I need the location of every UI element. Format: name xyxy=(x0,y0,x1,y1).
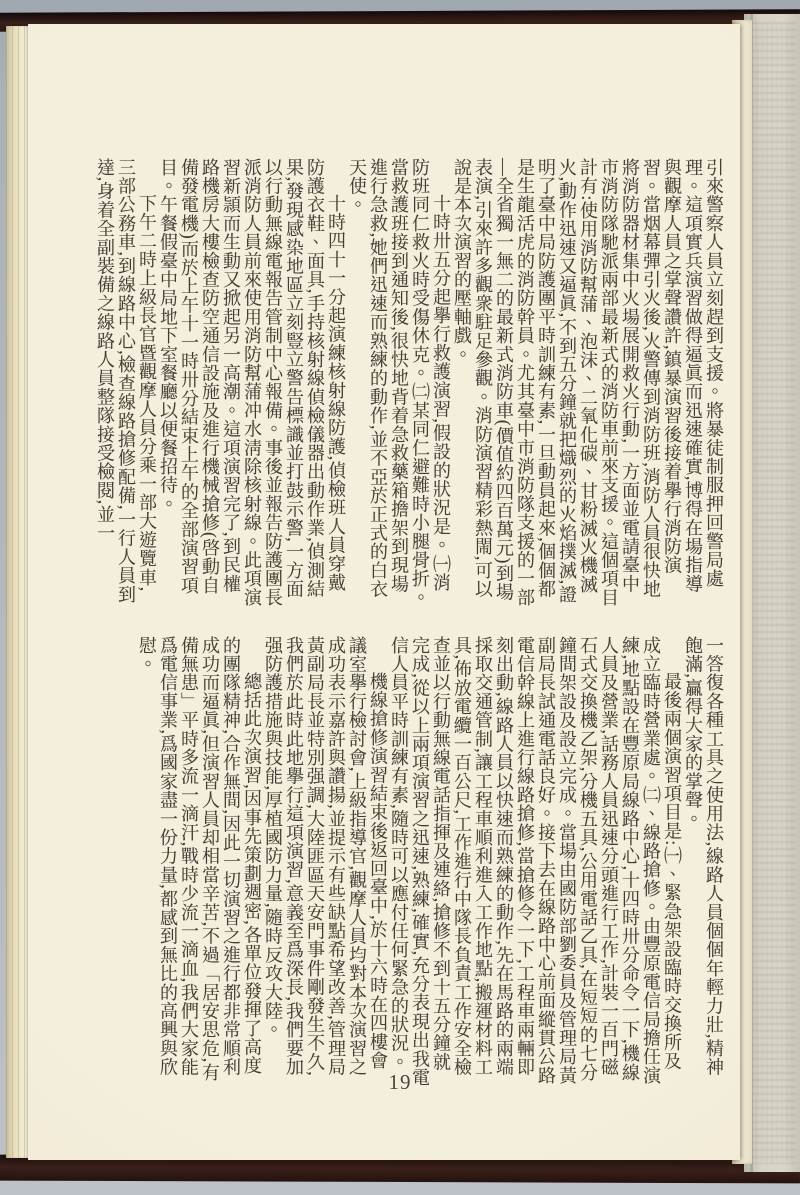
page-stack-fore-edge xyxy=(744,14,800,1172)
paragraph: 十時四十一分起演練核射線防護,偵檢班人員穿戴防護衣鞋、面具,手持核射線偵檢儀器出動作業,偵測結果,發現感染地區立刻豎立警告標識並打鼓示警,一方面以行動無線電報告管制中心報備。事後並報告防護團長派消防人員前來使用消防幫蒲冲水淸除核射線。此項演習新頴而生動又掀起另一高潮。這項演習完了,到民權路機房大樓檢查防空通信設施及進行機械搶修(啓動自備發電機)而於上午十一時卅分結束上午的全部演習項目。午餐假臺中局地下室餐廳以便餐招待。 xyxy=(158,158,346,607)
vertical-text-block-top xyxy=(90,158,724,610)
paragraph: 引來警察人員立刻趕到支援。將暴徒制服押回警局處理。這項實兵演習做得逼眞而迅速確實,博得在場指導與觀摩人員之掌聲讚許,鎮暴演習後接着擧行消防演習。當烟幕彈引火後,火警傳到消防班,消防人員很快地將消防器材集中火場展開救火行動,一方面並電請臺中市消防隊馳派兩部最新式的消防車前來支援。這個項目計有:使用消防幫蒲、泡沫、二氧化碳、甘粉滅火機滅火,動作迅速又逼眞,不到五分鐘就把熾烈的火焰撲滅,證明了臺中局防護團平時訓練有素,一旦動員起來,個個都是生龍活虎的消防幹員。尤其臺中市消防隊支援的一部—全省獨一無二的最新式消防車(價值約四百萬元)到場表演,引來許多觀衆駐足參觀。消防演習精彩熱閙,可以說是本次演習的壓軸戲。 xyxy=(452,158,724,607)
paragraph: 一答復各種工具之使用法,線路人員個個年輕力壯,精神飽滿,贏得大家的掌聲。 xyxy=(683,636,724,1077)
paragraph: 機線搶修演習結束後返回臺中,於十六時在四樓會議室擧行檢討會,上級指導官,觀摩人員均對本次演習之成功表示嘉許與讚揚,並提示有些缺點希望改善,管理局黃副局長並特別强調,大陸匪區天安門事件剛發生不久,我們於此時此地擧行這項演習,意義至爲深長,我們要加强防護措施與技能,厚植國防力量,隨時反攻大陸。 xyxy=(263,636,388,1077)
paragraph: 下午二時上級長官暨觀摩人員分乘一部大遊覽車,三部公務車,到線路中心,檢查線路搶修配備,一行人員到達,身着全副裝備之線路人員整隊接受檢閱,並一 xyxy=(95,158,157,604)
paragraph: 總括此次演習,因事先策劃週密,各單位發揮了高度的團隊精神,合作無間,因此一切演習之進行都非常順利成功而逼眞,但演習人員却相當辛苦,不過「居安思危,有備無患」平時多流一滴汗,戰時少流一滴血,我們大家能爲電信事業,爲國家盡一份力量,都感到無比的高興與欣慰。 xyxy=(137,636,262,1082)
paragraph: 十時卅五分起擧行救護演習,假設的狀況是。㈠消防班同仁救火時受傷休克。㈡某同仁避難時小腿骨折。當救護班接到通知後,很快地背着急救藥箱擔架到現場進行急救,她們迅速而熟練的動作,並不亞於正式的白衣天使。 xyxy=(347,158,451,607)
book-page xyxy=(28,24,740,1160)
paragraph: 最後兩個演習項目是:㈠、緊急架設臨時交換所及成立臨時營業處。㈡、線路搶修。由豐原電信局擔任演練,地點設在豐原局線路中心,十四時卅分命令一下,機線人員及營業,話務人員迅速分頭進行工作,計裝一百門磁石式交換機乙架,分機五具,公用電話乙具,在短短的七分鐘間架設及設立完成。當場由國防部劉委員及管理局黃副局長試通電話良好。接下去在線路中心前面縱貫公路電信幹線上進行線路搶修,當搶修令一下,工程車兩輛即刻出動,線路人員以快速而熟練的動作,先在馬路的兩端採取交通管制,讓工程車順利進入工作地點,搬運材料工具,佈放電纜一百公尺,工作進行中隊長負責工作安全檢查並以行動無線電話指揮及連絡,搶修不到十五分鐘就完成,從以上兩項演習之迅速,熟練,確實,充分表現出我電信人員平時訓練有素,隨時可以應付任何緊急的狀況。 xyxy=(389,636,682,1087)
vertical-text-block-bottom xyxy=(90,636,724,1088)
page-number: 19 xyxy=(388,1070,412,1094)
